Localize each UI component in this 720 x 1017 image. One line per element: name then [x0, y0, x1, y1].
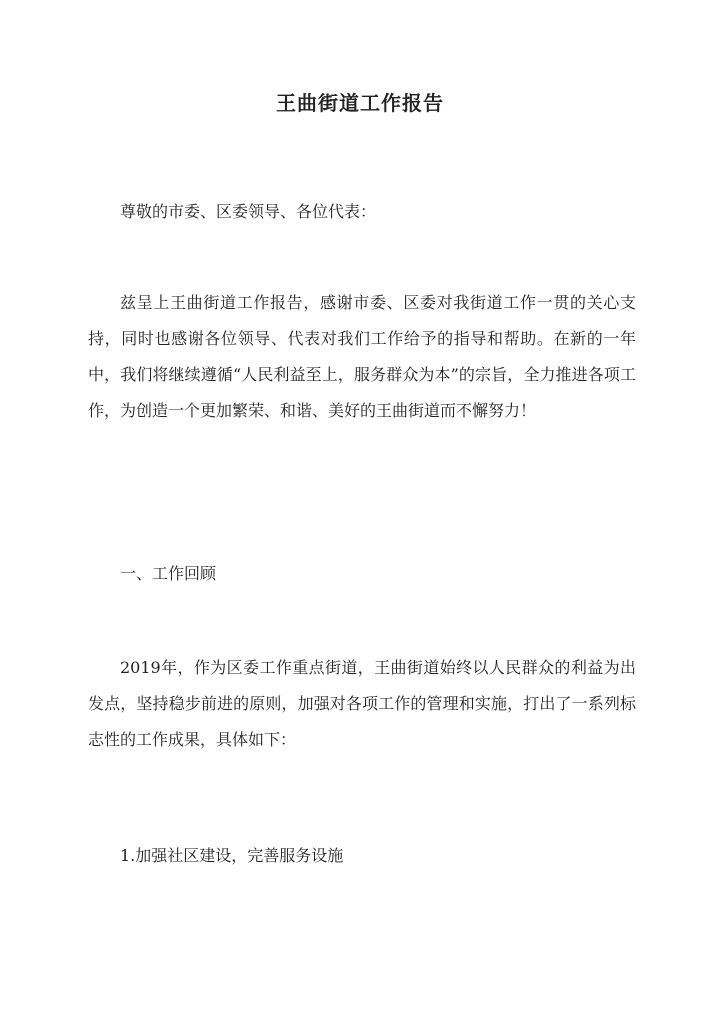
review-paragraph: 2019年，作为区委工作重点街道，王曲街道始终以人民群众的利益为出发点，坚持稳步前进的原则，加强对各项工作的管理和实施，打出了一系列标志性的工作成果，具体如下： — [88, 658, 636, 749]
intro-paragraph: 兹呈上王曲街道工作报告，感谢市委、区委对我街道工作一贯的关心支持，同时也感谢各位领导、代表对我们工作给予的指导和帮助。在新的一年中，我们将继续遵循“人民利益至上，服务群众为本”的宗旨，全力推进各项工作，为创造一个更加繁荣、和谐、美好的王曲街道而不懈努力！ — [88, 293, 636, 420]
subsection-heading-community: 1.加强社区建设，完善服务设施 — [120, 846, 344, 865]
document-title: 王曲街道工作报告 — [276, 91, 444, 115]
section-heading-work-review: 一、工作回顾 — [120, 564, 217, 583]
salutation: 尊敬的市委、区委领导、各位代表： — [120, 202, 377, 221]
